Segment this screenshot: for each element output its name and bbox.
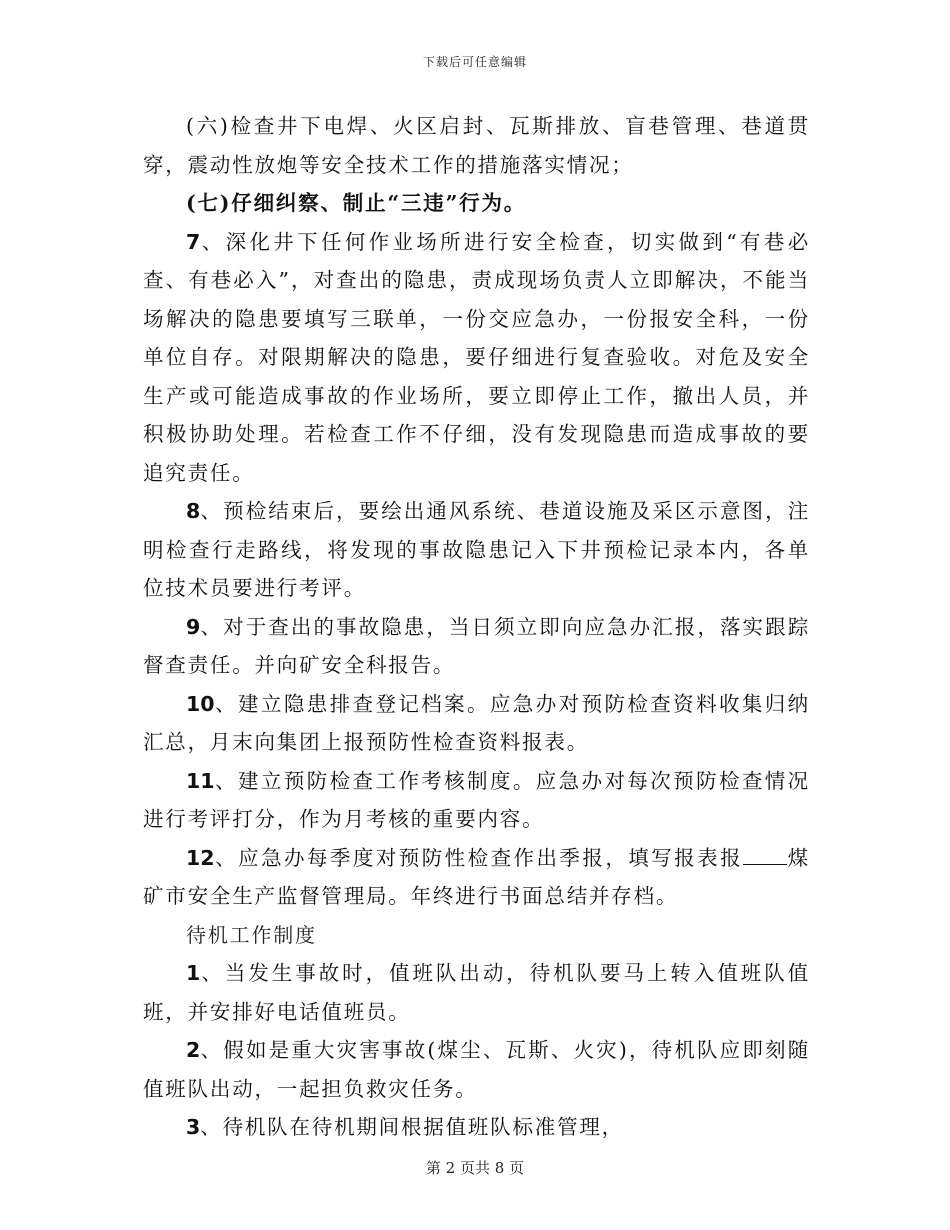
item-number: 12 bbox=[186, 845, 215, 870]
item-11 bbox=[143, 762, 810, 839]
item-12 bbox=[143, 839, 810, 916]
item-number: 8 bbox=[186, 499, 201, 523]
fill-in-blank bbox=[743, 846, 787, 865]
item-9 bbox=[143, 608, 810, 685]
item-number: 3 bbox=[186, 1115, 201, 1139]
item-7 bbox=[143, 223, 810, 493]
item-text: 、建立预防检查工作考核制度。应急办对每次预防检查情况进行考评打分，作为月考核的重要内容。 bbox=[143, 768, 810, 831]
item-text: 、深化井下任何作业场所进行安全检查，切实做到“有巷必查、有巷必入”，对查出的隐患，责成现场负责人立即解决，不能当场解决的隐患要填写三联单，一份交应急办，一份报安全科，一份单位自存。对限期解决的隐患，要仔细进行复查验收。对危及安全生产或可能造成事故的作业场所，要立即停止工作，撤出人员，并积极协助处理。若检查工作不仔细，没有发现隐患而造成事故的要追究责任。 bbox=[143, 229, 810, 485]
item-number: 2 bbox=[186, 1038, 201, 1062]
item-8 bbox=[143, 492, 810, 608]
item-number: 1 bbox=[186, 961, 201, 985]
page-footer: 第 2 页共 8 页 bbox=[425, 1159, 525, 1177]
item-text: 、当发生事故时，值班队出动，待机队要马上转入值班队值班，并安排好电话值班员。 bbox=[143, 961, 810, 1024]
item-number: 11 bbox=[186, 768, 215, 793]
paragraph-7-heading: (七)仔细纠察、制止“三违”行为。 bbox=[186, 191, 527, 215]
item-text: 、待机队在待机期间根据值班队标准管理， bbox=[200, 1115, 624, 1139]
item-10 bbox=[143, 685, 810, 762]
item-text: 、建立隐患排查登记档案。应急办对预防检查资料收集归纳汇总，月末向集团上报预防性检查资料报表。 bbox=[143, 691, 810, 754]
section-title: 待机工作制度 bbox=[186, 922, 317, 947]
item-text: 、预检结束后，要绘出通风系统、巷道设施及采区示意图，注明检查行走路线，将发现的事故隐患记入下井预检记录本内，各单位技术员要进行考评。 bbox=[143, 499, 810, 600]
item-text-continued: 煤矿市安全生产监督管理局。年终进行书面总结并存档。 bbox=[143, 845, 810, 908]
item-text: 、应急办每季度对预防性检查作出季报，填写报表报 bbox=[214, 845, 744, 870]
item-number: 7 bbox=[186, 229, 201, 254]
standby-item-1 bbox=[143, 954, 810, 1031]
item-number: 10 bbox=[186, 691, 215, 716]
standby-item-3 bbox=[143, 1108, 810, 1147]
standby-item-2 bbox=[143, 1031, 810, 1108]
document-body bbox=[143, 107, 810, 1147]
paragraph-6: (六)检查井下电焊、火区启封、瓦斯排放、盲巷管理、巷道贯穿，震动性放炮等安全技术工作的措施落实情况； bbox=[143, 114, 810, 177]
page-header: 下载后可任意编辑 bbox=[422, 55, 527, 69]
item-text: 、假如是重大灾害事故(煤尘、瓦斯、火灾)，待机队应即刻随值班队出动，一起担负救灾任务。 bbox=[143, 1038, 810, 1101]
item-text: 、对于查出的事故隐患，当日须立即向应急办汇报，落实跟踪督查责任。并向矿安全科报告。 bbox=[143, 614, 810, 677]
item-number: 9 bbox=[186, 614, 201, 639]
